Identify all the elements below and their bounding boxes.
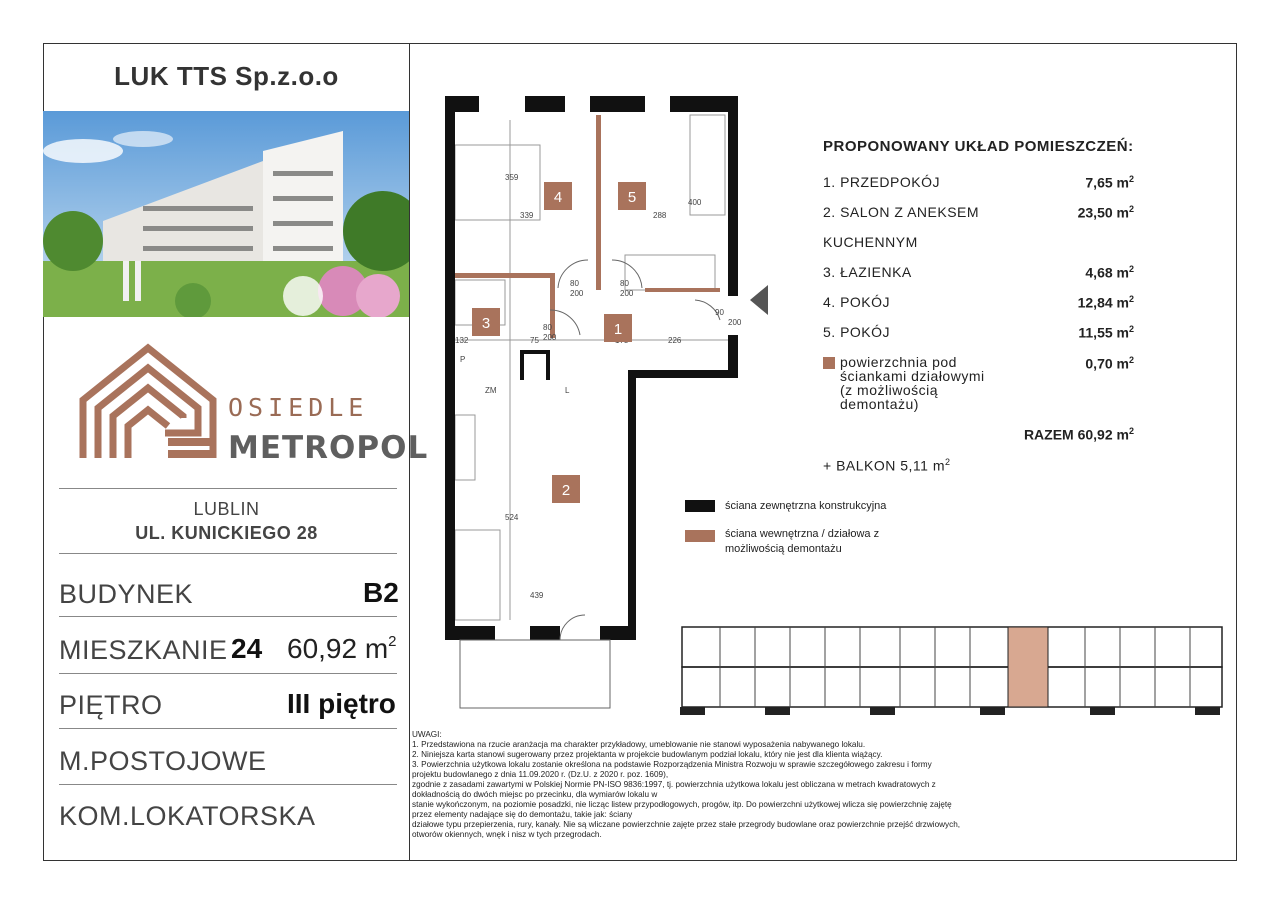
divider (59, 784, 397, 785)
svg-text:200: 200 (728, 318, 742, 327)
svg-text:ZM: ZM (485, 386, 497, 395)
svg-text:200: 200 (543, 333, 557, 342)
room-number: 1 (613, 321, 623, 338)
svg-text:200: 200 (570, 289, 584, 298)
partition-area: 0,70 $m^2$ (1085, 355, 1134, 372)
room-area: 4,68 $m^2$ (1085, 264, 1134, 281)
legend-inner-swatch (685, 530, 715, 542)
svg-text:80: 80 (570, 279, 579, 288)
building-label: BUDYNEK (59, 579, 194, 609)
room-label: 3. ŁAZIENKA (823, 264, 912, 280)
apartment-floor-plan (410, 60, 800, 720)
room-area: 23,50 $m^2$ (1077, 204, 1134, 221)
logo-text-metropol: METROPOL (228, 430, 429, 466)
room-label: 1. PRZEDPOKÓJ (823, 174, 940, 190)
notes: UWAGI: 1. Przedstawiona na rzucie aranżacja ma charakter przykładowy, umeblowanie nie stanowi wyposażenia nabywanego lokalu. 2. Niniejsza karta stanowi sugerowany przez projektanta w projekcie budowlanym podział lokalu, który nie jest dla klienta wiążący. 3. Powierzchnia użytkowa lokalu zostanie określona na podstawie Rozporządzenia Ministra Rozwoju w sprawie szczegółowego zakresu i formy projektu budowlanego z dnia 11.09.2020 r. (Dz.U. z 2020 r. poz. 1609), zgodnie z zasadami zawartymi w Polskiej Normie PN-ISO 9836:1997, tj. powierzchnia użytkowa lokalu jest obliczana w metrach kwadratowych z dokładnością do dwóch miejsc po przecinku, dla wymiarów lokalu w stanie wykończonym, na poziomie posadzki, nie licząc listew przypodłogowych, progów, itp. Do powierzchni użytkowej wlicza się powierzchnię zajętę przez elementy nadające się do demontażu, takie jak: ściany działowe typu przepierzenia, rury, kanały. Nie są wliczane powierzchnie zajęte przez stałe przegrody budowlane oraz powierzchnie przejść drzwiowych, otworów okiennych, wnęk i nisz w tych przegrodach. (412, 730, 961, 839)
building-render (43, 111, 409, 317)
svg-text:226: 226 (668, 336, 682, 345)
apartment-area: 60,92 $m^2$ (287, 633, 397, 664)
divider (59, 616, 397, 617)
rooms-title: PROPONOWANY UKŁAD POMIESZCZEŃ: (823, 138, 1134, 155)
building-floor-key-plan (680, 625, 1225, 720)
apartment-label: MIESZKANIE (59, 635, 228, 665)
room-number: 5 (627, 189, 637, 206)
floor-value: III piętro (287, 688, 396, 719)
room-number: 3 (481, 315, 491, 332)
company-name: LUK TTS Sp.z.o.o (114, 61, 339, 91)
svg-text:132: 132 (455, 336, 469, 345)
svg-text:339: 339 (520, 211, 534, 220)
svg-text:80: 80 (620, 279, 629, 288)
divider (59, 673, 397, 674)
partition-swatch (823, 357, 835, 369)
apartment-number: 24 (231, 633, 263, 664)
floor-label: PIĘTRO (59, 690, 163, 720)
svg-text:200: 200 (620, 289, 634, 298)
room-number: 4 (553, 189, 563, 206)
room-label: KUCHENNYM (823, 234, 918, 250)
divider (59, 728, 397, 729)
storage-label: KOM.LOKATORSKA (59, 801, 316, 831)
building-value: B2 (363, 577, 399, 608)
room-area: 12,84 $m^2$ (1077, 294, 1134, 311)
svg-text:80: 80 (543, 323, 552, 332)
svg-text:524: 524 (505, 513, 519, 522)
total-area: RAZEM 60,92 $m^2$ (1023, 426, 1134, 443)
room-number: 2 (561, 482, 571, 499)
divider (59, 553, 397, 554)
street-address: UL. KUNICKIEGO 28 (135, 523, 318, 543)
svg-text:359: 359 (505, 173, 519, 182)
room-label: 2. SALON Z ANEKSEM (823, 204, 980, 220)
room-area: 7,65 $m^2$ (1085, 174, 1134, 191)
balcony-area: + BALKON 5,11 $m^2$ (823, 457, 951, 474)
svg-text:P: P (460, 355, 466, 364)
svg-text:90: 90 (715, 308, 724, 317)
parking-label: M.POSTOJOWE (59, 746, 267, 776)
info-panel (43, 43, 429, 861)
room-label: 4. POKÓJ (823, 294, 891, 310)
room-area: 11,55 $m^2$ (1078, 324, 1134, 341)
legend-inner-label: ściana wewnętrzna / działowa z możliwością demontażu (725, 528, 880, 555)
svg-text:400: 400 (688, 198, 702, 207)
entrance-arrow-icon (750, 285, 768, 315)
legend-outer-swatch (685, 500, 715, 512)
divider (59, 488, 397, 489)
svg-text:439: 439 (530, 591, 544, 600)
svg-text:75: 75 (530, 336, 539, 345)
building-render-image (43, 111, 409, 317)
svg-text:288: 288 (653, 211, 667, 220)
city: LUBLIN (193, 499, 260, 519)
room-label: 5. POKÓJ (823, 324, 891, 340)
logo-text-osiedle: OSIEDLE (228, 393, 369, 422)
partition-label: powierzchnia pod ściankami działowymi (z możliwością demontażu) (840, 354, 985, 412)
svg-text:L: L (565, 386, 570, 395)
legend-outer-label: ściana zewnętrzna konstrukcyjna (725, 500, 887, 512)
